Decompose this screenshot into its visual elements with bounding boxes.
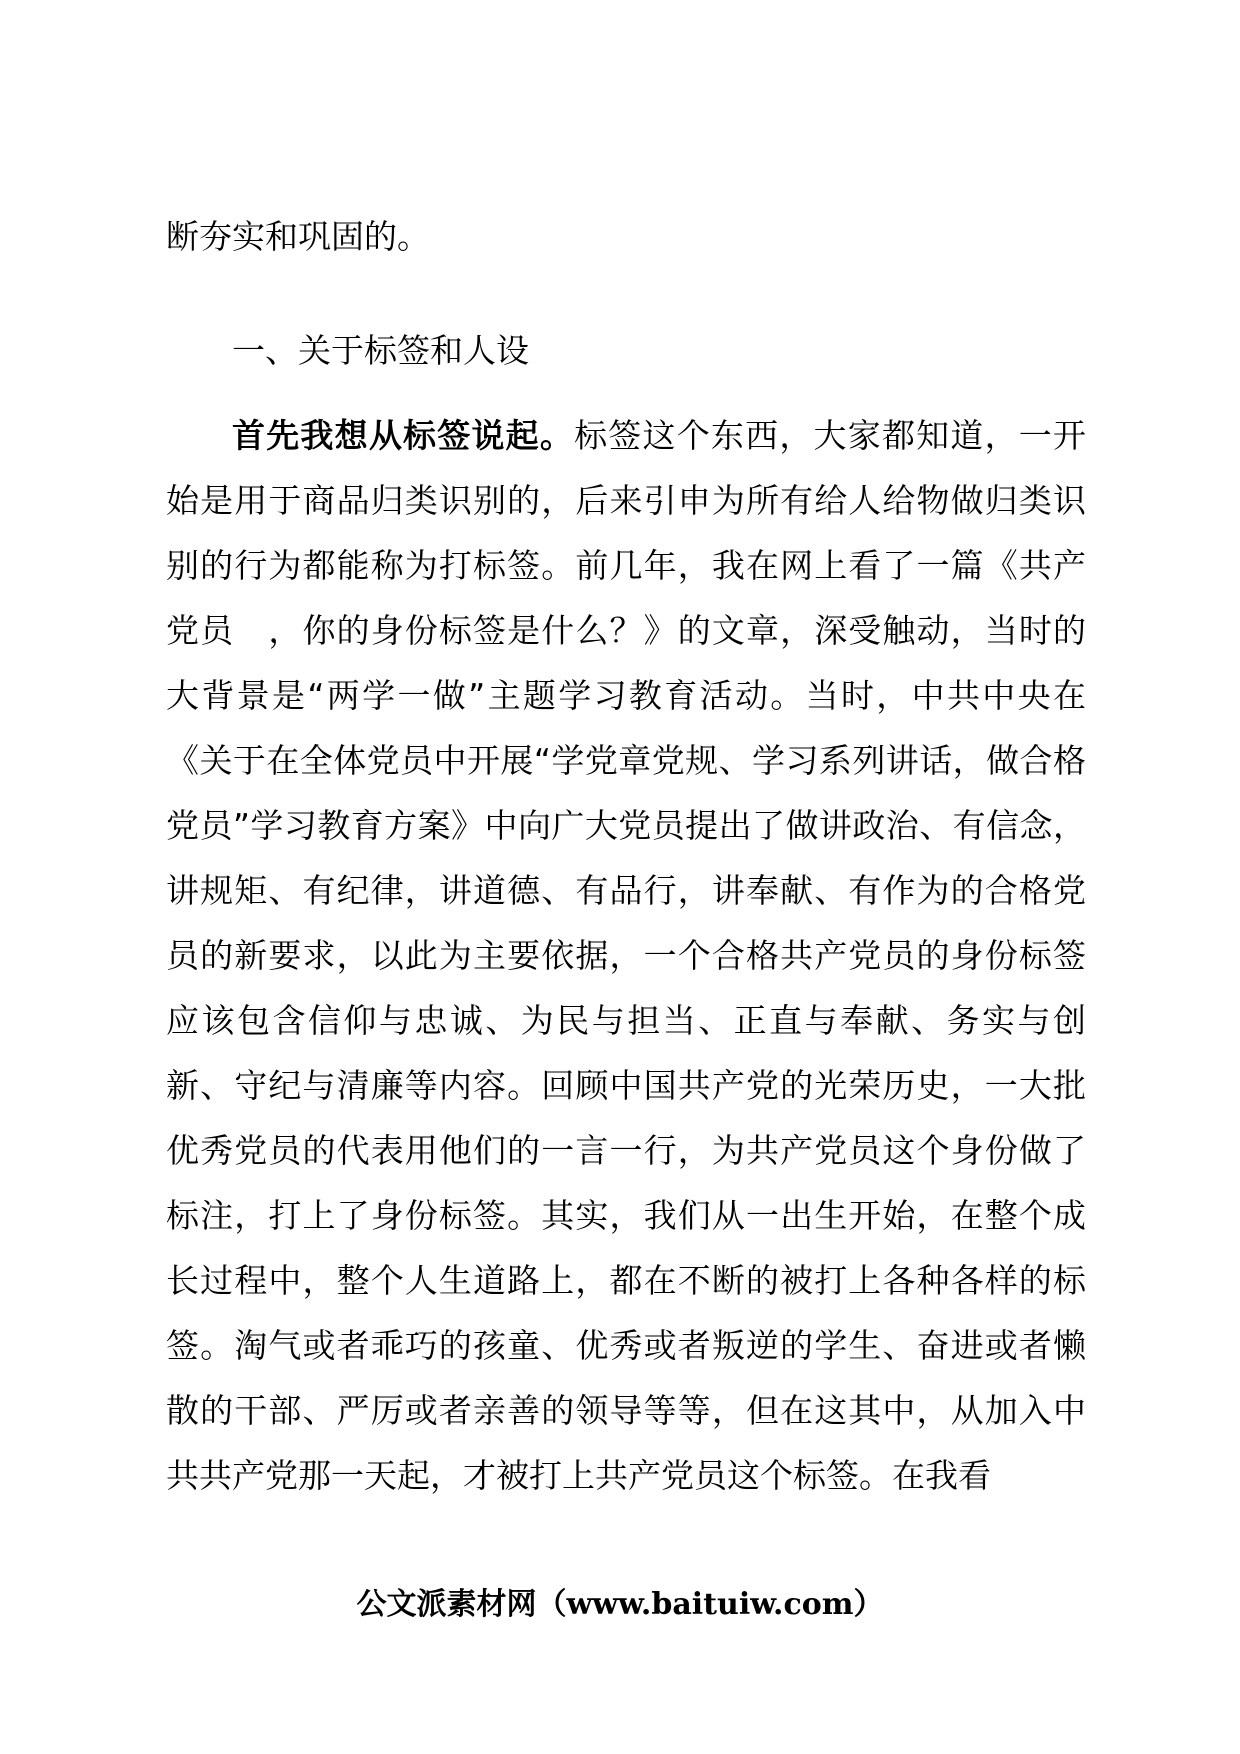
paragraph-lead: 首先我想从标签说起。 xyxy=(232,416,575,455)
paragraph-body: 标签这个东西，大家都知道，一开始是用于商品归类识别的，后来引申为所有给人给物做归类识别的行为都能称为打标签。前几年，我在网上看了一篇《共产党员 ，你的身份标签是什么？》的文章，深受触动，当时的大背景是“两学一做”主题学习教育活动。当时，中共中央在《关于在全体党员中开展“学党章党规、学习系列讲话，做合格党员”学习教育方案》中向广大党员提出了做讲政治、有信念，讲规矩、有纪律，讲道德、有品行，讲奉献、有作为的合格党员的新要求，以此为主要依据，一个合格共产党员的身份标签应该包含信仰与忠诚、为民与担当、正直与奉献、务实与创新、守纪与清廉等内容。回顾中国共产党的光荣历史，一大批优秀党员的代表用他们的一言一行，为共产党员这个身份做了标注，打上了身份标签。其实，我们从一出生开始，在整个成长过程中，整个人生道路上，都在不断的被打上各种各样的标签。淘气或者乖巧的孩童、优秀或者叛逆的学生、奋进或者懒散的干部、严厉或者亲善的领导等等，但在这其中，从加入中共共产党那一天起，才被打上共产党员这个标签。在我看 xyxy=(166,416,1087,1495)
footer-watermark-text: 公文派素材网（www.baituiw.com） xyxy=(356,1587,884,1622)
continuation-line: 断夯实和巩固的。 xyxy=(166,217,430,256)
body-paragraph xyxy=(166,403,1086,1508)
section-heading: 一、关于标签和人设 xyxy=(232,331,529,370)
